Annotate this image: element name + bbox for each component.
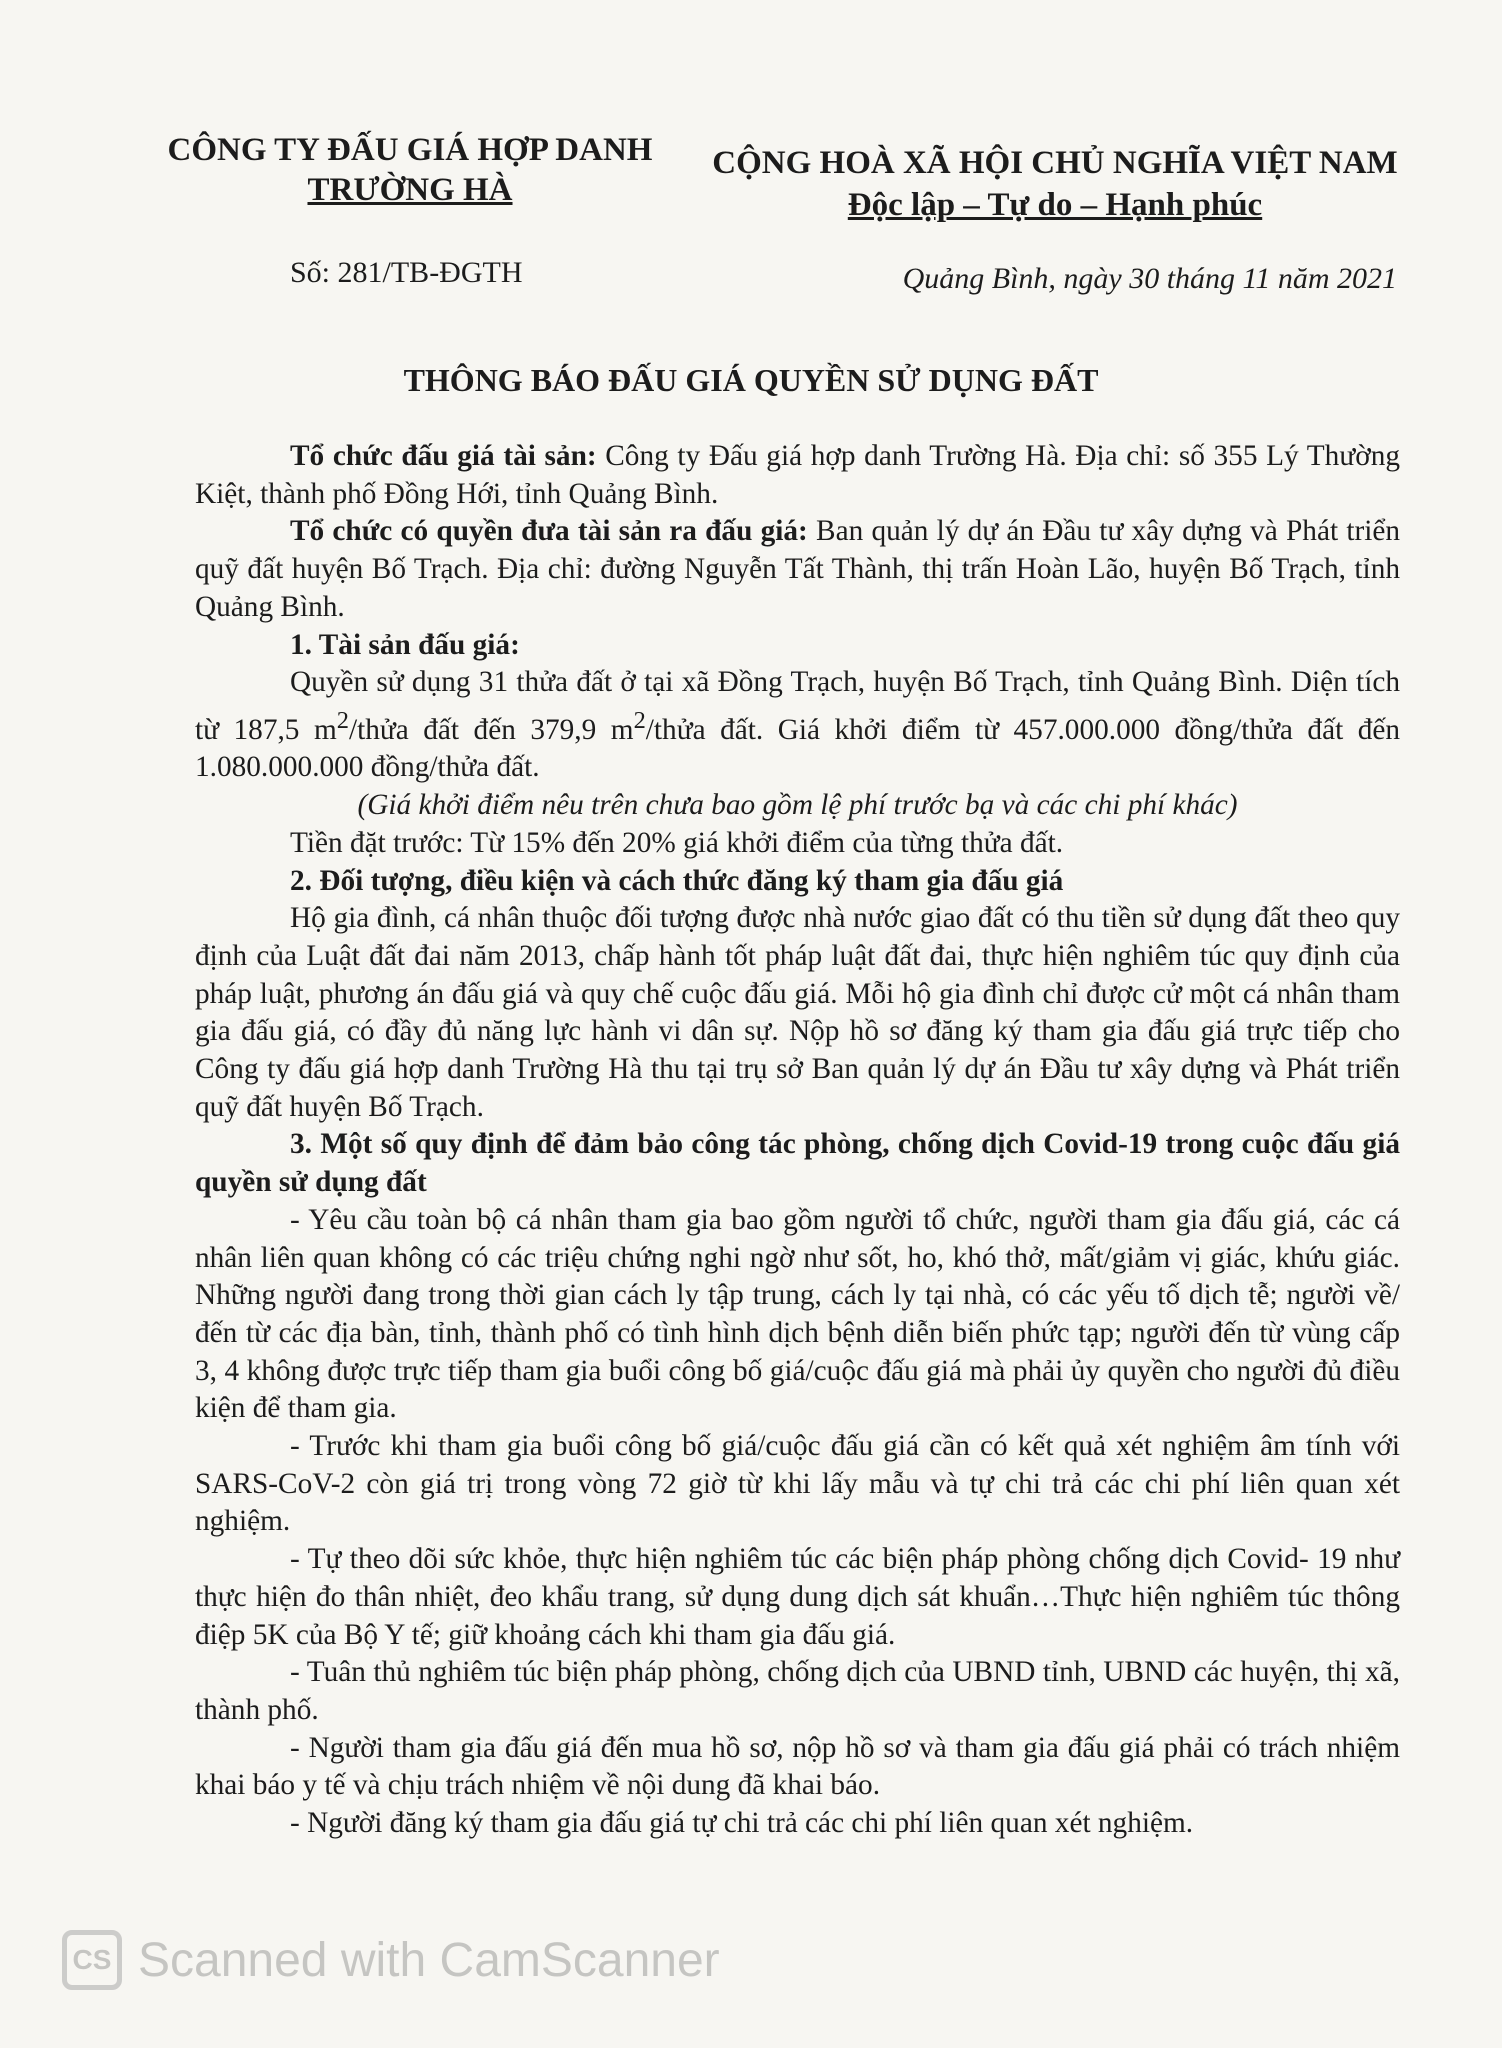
camscanner-logo-icon: CS	[62, 1930, 122, 1990]
section3-item: - Tuân thủ nghiêm túc biện pháp phòng, chống dịch của UBND tỉnh, UBND các huyện, thị xã, thành phố.	[195, 1656, 1400, 1726]
issuer-name: CÔNG TY ĐẤU GIÁ HỢP DANH	[167, 132, 653, 168]
organizer-label: Tổ chức đấu giá tài sản:	[290, 440, 597, 472]
owner-paragraph	[195, 513, 1400, 626]
section3-item: - Tự theo dõi sức khỏe, thực hiện nghiêm túc các biện pháp phòng chống dịch Covid- 19 như thực hiện đo thân nhiệt, đeo khẩu trang, sử dụng dung dịch sát khuẩn…Thực hiện nghiêm túc thông điệp 5K của Bộ Y tế; giữ khoảng cách khi tham gia đấu giá.	[195, 1543, 1400, 1651]
camscanner-watermark	[62, 1930, 720, 1990]
place-date: Quảng Bình, ngày 30 tháng 11 năm 2021	[902, 262, 1397, 295]
section3-item: - Người tham gia đấu giá đến mua hồ sơ, nộp hồ sơ và tham gia đấu giá phải có trách nhiệm khai báo y tế và chịu trách nhiệm về nội dung đã khai báo.	[195, 1731, 1400, 1802]
section1-paragraph	[195, 664, 1400, 787]
section1-text-b: /thửa đất đến 379,9 m	[348, 713, 634, 746]
section3-item: - Yêu cầu toàn bộ cá nhân tham gia bao gồm người tổ chức, người tham gia đấu giá, các cá nhân liên quan không có các triệu chứng nghi ngờ như sốt, ho, khó thở, mất/giảm vị giác, khứu giác. Những người đang trong thời gian cách ly tập trung, cách ly tại nhà, có các yếu tố dịch tễ; người về/đến từ các địa bàn, tỉnh, thành phố có tình hình dịch bệnh diễn biến phức tạp; người đến từ vùng cấp 3, 4 không được trực tiếp tham gia buổi công bố giá/cuộc đấu giá mà phải ủy quyền cho người đủ điều kiện để tham gia.	[195, 1203, 1400, 1425]
camscanner-text: Scanned with CamScanner	[138, 1933, 720, 1987]
section3-heading: 3. Một số quy định để đảm bảo công tác phòng, chống dịch Covid-19 trong cuộc đấu giá quyền sử dụng đất	[195, 1128, 1400, 1199]
superscript-2: 2	[633, 706, 646, 734]
section1-note: (Giá khởi điểm nêu trên chưa bao gồm lệ phí trước bạ và các chi phí khác)	[357, 789, 1238, 822]
section1-heading: 1. Tài sản đấu giá:	[290, 628, 520, 661]
owner-label: Tổ chức có quyền đưa tài sản ra đấu giá:	[290, 515, 808, 548]
section1-deposit: Tiền đặt trước: Từ 15% đến 20% giá khởi điểm của từng thửa đất.	[290, 826, 1064, 859]
superscript-2: 2	[336, 706, 349, 734]
document-body	[195, 438, 1400, 1843]
national-title: CỘNG HOÀ XÃ HỘI CHỦ NGHĨA VIỆT NAM	[712, 145, 1398, 181]
document-title: THÔNG BÁO ĐẤU GIÁ QUYỀN SỬ DỤNG ĐẤT	[403, 362, 1099, 398]
national-motto: Độc lập – Tự do – Hạnh phúc	[847, 187, 1263, 223]
issuer-header	[150, 130, 670, 210]
section2-heading: 2. Đối tượng, điều kiện và cách thức đăng ký tham gia đấu giá	[290, 864, 1064, 897]
section1-text-a: Quyền sử dụng 31 thửa đất ở tại xã Đồng Trạch, huyện Bố Trạch, tỉnh Quảng Bình. Diện tích từ 187,5 m	[195, 666, 1400, 746]
organizer-paragraph	[195, 438, 1400, 513]
section2-paragraph: Hộ gia đình, cá nhân thuộc đối tượng được nhà nước giao đất có thu tiền sử dụng đất theo quy định của Luật đất đai năm 2013, chấp hành tốt pháp luật đất đai, thực hiện nghiêm túc quy định của pháp luật, phương án đấu giá và quy chế cuộc đấu giá. Mỗi hộ gia đình chỉ được cử một cá nhân tham gia đấu giá, có đầy đủ năng lực hành vi dân sự. Nộp hồ sơ đăng ký tham gia đấu giá trực tiếp cho Công ty đấu giá hợp danh Trường Hà thu tại trụ sở Ban quản lý dự án Đầu tư xây dựng và Phát triển quỹ đất huyện Bố Trạch.	[195, 902, 1400, 1123]
section3-item: - Người đăng ký tham gia đấu giá tự chi trả các chi phí liên quan xét nghiệm.	[290, 1807, 1194, 1840]
organizer-text: Công ty Đấu giá hợp danh Trường Hà. Địa chỉ: số 355 Lý Thường Kiệt, thành phố Đồng Hới, tỉnh Quảng Bình.	[195, 440, 1400, 510]
section1-text-c: /thửa đất. Giá khởi điểm từ 457.000.000 đồng/thửa đất đến 1.080.000.000 đồng/thửa đất.	[195, 713, 1401, 784]
owner-text: Ban quản lý dự án Đầu tư xây dựng và Phát triển quỹ đất huyện Bố Trạch. Địa chỉ: đường Nguyễn Tất Thành, thị trấn Hoàn Lão, huyện Bố Trạch, tỉnh Quảng Bình.	[195, 515, 1401, 623]
document-number: Số: 281/TB-ĐGTH	[290, 256, 523, 289]
issuer-name-line2: TRƯỜNG HÀ	[307, 172, 513, 208]
national-header	[690, 142, 1420, 226]
section3-item: - Trước khi tham gia buổi công bố giá/cuộc đấu giá cần có kết quả xét nghiệm âm tính với SARS-CoV-2 còn giá trị trong vòng 72 giờ từ khi lấy mẫu và tự chi trả các chi phí liên quan xét nghiệm.	[195, 1430, 1400, 1538]
